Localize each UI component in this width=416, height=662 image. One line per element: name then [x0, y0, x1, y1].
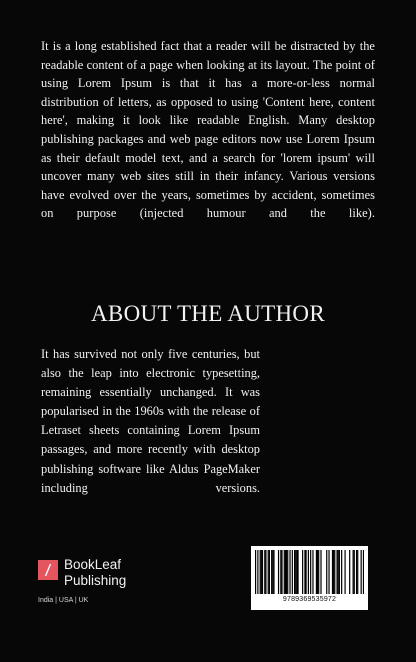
barcode-bar: [312, 550, 313, 594]
publisher-regions: India | USA | UK: [38, 597, 89, 604]
barcode-bar: [286, 550, 287, 594]
barcode-bar: [287, 550, 288, 594]
barcode-bar: [273, 550, 274, 594]
barcode-bars: [255, 550, 364, 594]
slash-logo-icon: [38, 560, 58, 580]
barcode-bar: [295, 550, 296, 594]
barcode-bar: [271, 550, 272, 594]
barcode-bar: [357, 550, 358, 594]
barcode-bar: [257, 550, 258, 594]
barcode-bar: [363, 550, 364, 594]
publisher-name-line2: Publishing: [64, 573, 127, 588]
barcode-bar: [281, 550, 282, 594]
isbn-number: 9789369535972: [282, 596, 337, 603]
barcode-bar: [302, 550, 303, 594]
barcode-bar: [326, 550, 327, 594]
section-title: ABOUT THE AUTHOR: [91, 301, 325, 326]
barcode-bar: [264, 550, 265, 594]
publisher-logo: [38, 557, 158, 607]
barcode-bar: [268, 550, 269, 594]
barcode-bar: [308, 550, 309, 594]
barcode-bar: [328, 550, 329, 594]
author-bio: It has survived not only five centuries, but also the leap into electronic typesetting, remaining essentially unchanged. It was popularised in the 1960s with the release of Letraset sheets containing Lorem Ipsum passages, and more recently with desktop publishing software like Aldus PageMaker including versions.: [41, 347, 260, 495]
barcode-bar: [317, 550, 318, 594]
barcode-bar: [338, 550, 339, 594]
barcode-bar: [255, 550, 256, 594]
barcode: [251, 546, 368, 610]
barcode-bar: [280, 550, 281, 594]
barcode-bar: [289, 550, 290, 594]
barcode-bar: [334, 550, 335, 594]
barcode-bar: [353, 550, 354, 594]
barcode-bar: [297, 550, 298, 594]
barcode-bar: [361, 550, 362, 594]
barcode-bar: [332, 550, 333, 594]
barcode-bar: [320, 550, 321, 594]
barcode-bar: [344, 550, 345, 594]
barcode-bar: [294, 550, 295, 594]
barcode-bar: [260, 550, 261, 594]
publisher-name: [64, 557, 126, 588]
barcode-bar: [318, 550, 319, 594]
barcode-bar: [272, 550, 273, 594]
barcode-bar: [316, 550, 317, 594]
barcode-bar: [304, 550, 305, 594]
barcode-bar: [284, 550, 285, 594]
barcode-bar: [261, 550, 262, 594]
barcode-bar: [278, 550, 279, 594]
barcode-bar: [265, 550, 266, 594]
barcode-bar: [310, 550, 311, 594]
barcode-bar: [349, 550, 350, 594]
barcode-bar: [292, 550, 293, 594]
barcode-bar: [305, 550, 306, 594]
barcode-bar: [269, 550, 270, 594]
barcode-bar: [336, 550, 337, 594]
barcode-bar: [262, 550, 263, 594]
barcode-bar: [339, 550, 340, 594]
barcode-bar: [333, 550, 334, 594]
publisher-name-line1: BookLeaf: [64, 557, 122, 572]
barcode-bar: [285, 550, 286, 594]
barcode-bar: [356, 550, 357, 594]
barcode-bar: [341, 550, 342, 594]
barcode-bar: [354, 550, 355, 594]
blurb-text: It is a long established fact that a reader will be distracted by the readable content of a page when looking at its layout. The point of using Lorem Ipsum is that it has a more-or-less normal distribution of letters, as opposed to using 'Content here, content here', making it look like readable English. Many desktop publishing packages and web page editors now use Lorem Ipsum as their default model text, and a search for 'lorem ipsum' will uncover many web sites still in their infancy. Various versions have evolved over the years, sometimes by accident, sometimes on purpose (injected humour and the like).: [41, 39, 375, 221]
barcode-bar: [296, 550, 297, 594]
